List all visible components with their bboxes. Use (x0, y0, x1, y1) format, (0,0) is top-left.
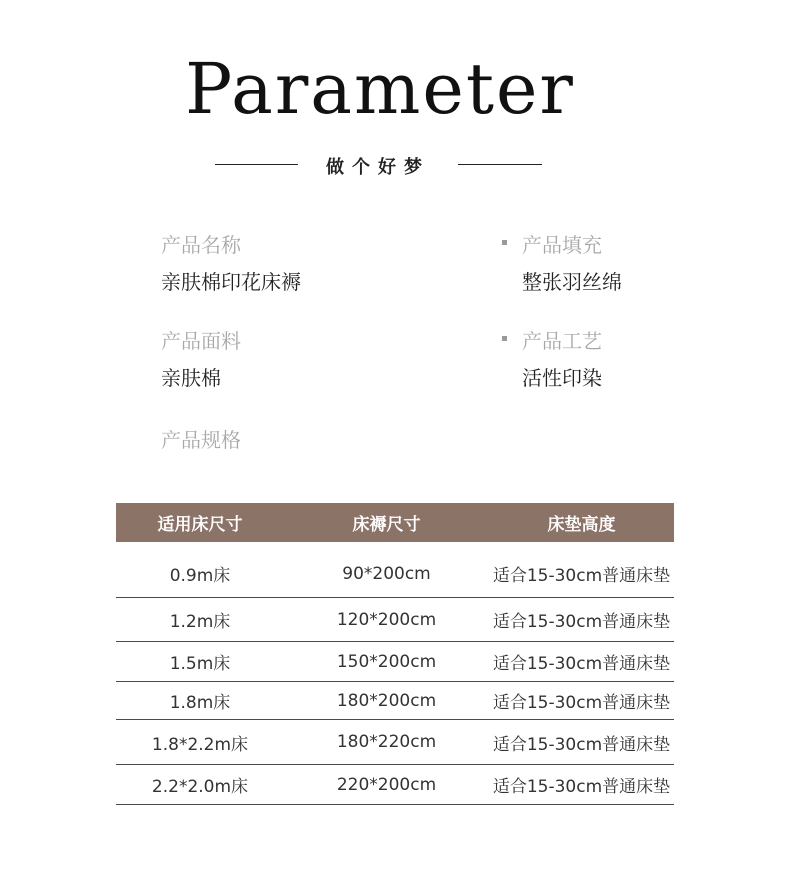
param-label: 产品面料 (161, 329, 241, 353)
param-value: 亲肤棉 (161, 366, 221, 390)
cell-bed-size: 1.8m床 (116, 682, 284, 720)
cell-bed-size: 2.2*2.0m床 (116, 765, 284, 805)
page-title: Parameter (185, 48, 575, 130)
cell-mattress-height: 适合15-30cm普通床垫 (489, 598, 674, 642)
param-label: 产品规格 (161, 428, 241, 452)
param-product-name (161, 229, 301, 295)
param-value: 整张羽丝绵 (522, 270, 622, 294)
cell-mattress-height: 适合15-30cm普通床垫 (489, 642, 674, 682)
cell-pad-size: 180*200cm (284, 682, 489, 720)
table-row (116, 642, 674, 682)
subtitle: 做个好梦 (326, 157, 430, 178)
divider-right (458, 164, 542, 165)
param-label: 产品工艺 (522, 329, 602, 353)
param-product-craft (522, 325, 602, 391)
table-row (116, 598, 674, 642)
cell-mattress-height: 适合15-30cm普通床垫 (489, 542, 674, 598)
param-product-spec (161, 424, 241, 453)
cell-pad-size: 180*220cm (284, 720, 489, 765)
column-header-bed-size: 适用床尺寸 (116, 503, 284, 542)
cell-mattress-height: 适合15-30cm普通床垫 (489, 765, 674, 805)
cell-pad-size: 220*200cm (284, 765, 489, 805)
cell-bed-size: 1.8*2.2m床 (116, 720, 284, 765)
cell-mattress-height: 适合15-30cm普通床垫 (489, 682, 674, 720)
cell-pad-size: 90*200cm (284, 542, 489, 598)
bullet-icon (502, 336, 507, 341)
cell-mattress-height: 适合15-30cm普通床垫 (489, 720, 674, 765)
table-row (116, 765, 674, 805)
column-header-mattress-height: 床垫高度 (489, 503, 674, 542)
param-label: 产品填充 (522, 233, 602, 257)
cell-bed-size: 1.2m床 (116, 598, 284, 642)
size-table (116, 503, 674, 805)
param-product-fabric (161, 325, 241, 391)
bullet-icon (502, 240, 507, 245)
subtitle-row (0, 150, 760, 180)
table-row (116, 720, 674, 765)
table-row (116, 682, 674, 720)
param-value: 活性印染 (522, 366, 602, 390)
cell-bed-size: 0.9m床 (116, 542, 284, 598)
cell-pad-size: 120*200cm (284, 598, 489, 642)
cell-pad-size: 150*200cm (284, 642, 489, 682)
param-product-filling (522, 229, 622, 295)
column-header-pad-size: 床褥尺寸 (284, 503, 489, 542)
param-value: 亲肤棉印花床褥 (161, 270, 301, 294)
param-label: 产品名称 (161, 233, 241, 257)
cell-bed-size: 1.5m床 (116, 642, 284, 682)
table-row (116, 542, 674, 598)
table-header-row (116, 503, 674, 542)
divider-left (215, 164, 298, 165)
